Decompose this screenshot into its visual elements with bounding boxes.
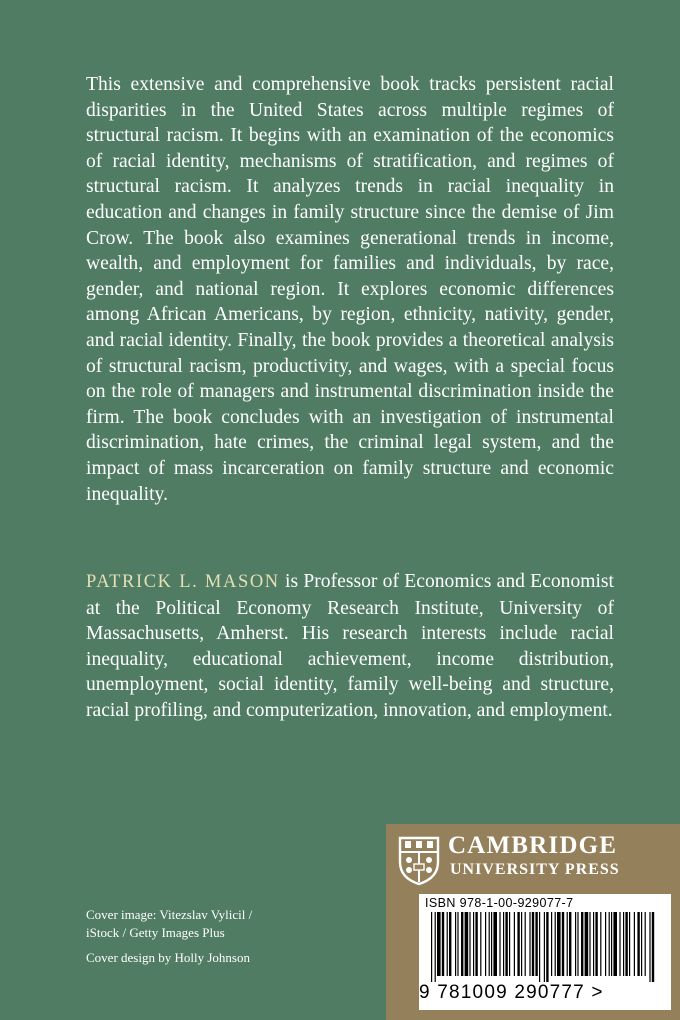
barcode [419,894,671,1010]
author-bio-paragraph [86,569,614,724]
cover-image-credit: Cover image: Vitezslav Vylicil / iStock / Getty Images Plus [86,907,253,940]
cover-credits [86,906,286,967]
barcode-digits: 9 781009 290777 > [419,982,604,1003]
publisher-panel [386,824,680,1020]
book-description: This extensive and comprehensive book tracks persistent racial disparities in the United States across multiple regimes of structural racism. It begins with an examination of the economics of racial identity, mechanisms of stratification, and regimes of structural racism. It analyzes trends in racial inequality in education and changes in family structure since the demise of Jim Crow. The book also examines generational trends in income, wealth, and employment for families and individuals, by race, gender, and national region. It explores economic differences among African Americans, by region, ethnicity, nativity, gender, and racial identity. Finally, the book provides a theoretical analysis of structural racism, productivity, and wages, with a special focus on the role of managers and instrumental discrimination inside the firm. The book concludes with an investigation of instrumental discrimination, hate crimes, the criminal legal system, and the impact of mass incarceration on family structure and economic inequality. [86,74,614,505]
author-bio: is Professor of Economics and Economist at the Political Economy Research Institute, University of Massachusetts, Amherst. His research interests include racial inequality, educational achievement, income distribution, unemployment, social identity, family well-being and structure, racial profiling, and computerization, innovation, and employment. [86,571,614,721]
isbn-number: ISBN 978-1-00-929077-7 [425,896,574,910]
cover-design-credit: Cover design by Holly Johnson [86,950,250,965]
author-name: PATRICK L. MASON [86,572,280,592]
publisher-name: CAMBRIDGE [448,832,618,859]
publisher-subname: UNIVERSITY PRESS [450,861,620,878]
barcode-bars [429,912,661,982]
publisher-logo [398,832,620,886]
cambridge-crest-icon [398,836,440,886]
